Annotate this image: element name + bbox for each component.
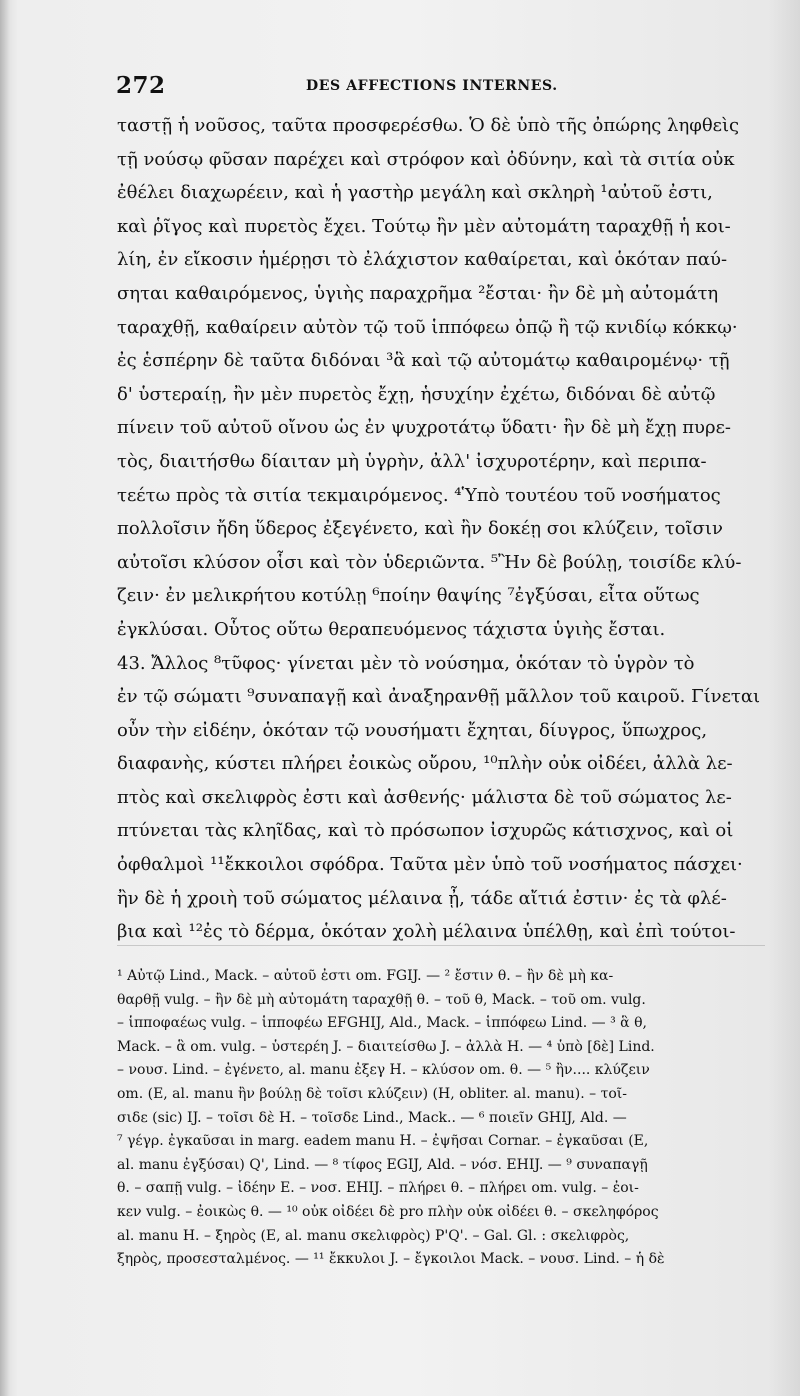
text-line: οὖν τὴν εἰδέην, ὁκόταν τῷ νουσήματι ἔχηται, δίυγρος, ὕπωχρος, <box>117 719 708 741</box>
page-header <box>116 72 771 100</box>
text-line: ἐγκλύσαι. Οὗτος οὕτω θεραπευόμενος τάχιστα ὑγιὴς ἔσται. <box>117 618 666 640</box>
footnote-line: – ἱπποφαέως vulg. – ἱπποφέω EFGHIJ, Ald., Mack. – ἱππόφεω Lind. — ³ ἃ θ, <box>117 1015 647 1032</box>
main-text <box>117 109 767 949</box>
section-heading-line: 43. Ἄλλος ⁸τῦφος· γίνεται μὲν τὸ νούσημα, ὁκόταν τὸ ὑγρὸν τὸ <box>117 652 695 674</box>
footnote-line: Mack. – ἃ om. vulg. – ὑστερέη J. – διαιτείσθω J. – ἀλλὰ H. — ⁴ ὑπὸ [δὲ] Lind. <box>117 1038 655 1055</box>
text-line: ζειν· ἐν μελικρήτου κοτύλῃ ⁶ποίην θαψίης ⁷ἐγξύσαι, εἶτα οὕτως <box>117 585 700 607</box>
text-line: πίνειν τοῦ αὐτοῦ οἴνου ὡς ἐν ψυχροτάτῳ ὕδατι· ἢν δὲ μὴ ἔχῃ πυρε- <box>117 417 731 439</box>
text-line: ἢν δὲ ἡ χροιὴ τοῦ σώματος μέλαινα ᾖ, τάδε αἴτιά ἐστιν· ἐς τὰ φλέ- <box>117 887 727 909</box>
text-line: βια καὶ ¹²ἐς τὸ δέρμα, ὁκόταν χολὴ μέλαινα ὑπέλθῃ, καὶ ἐπὶ τούτοι- <box>117 921 736 943</box>
text-line: ταραχθῇ, καθαίρειν αὐτὸν τῷ τοῦ ἱππόφεω ὀπῷ ἢ τῷ κνιδίῳ κόκκῳ· <box>117 316 738 338</box>
page-shadow <box>0 0 10 1396</box>
text-line: τὸς, διαιτήσθω δίαιταν μὴ ὑγρὴν, ἀλλ' ἰσχυροτέρην, καὶ περιπα- <box>117 450 707 472</box>
text-line: πτύνεται τὰς κληῖδας, καὶ τὸ πρόσωπον ἰσχυρῶς κάτισχνος, καὶ οἱ <box>117 820 734 842</box>
text-line: λίη, ἐν εἴκοσιν ἡμέρῃσι τὸ ἐλάχιστον καθαίρεται, καὶ ὁκόταν παύ- <box>117 249 728 271</box>
footnote-line: ¹ Αὐτῷ Lind., Mack. – αὐτοῦ ἐστι om. FGIJ. — ² ἔστιν θ. – ἢν δὲ μὴ κα- <box>117 968 614 984</box>
text-line: πτὸς καὶ σκελιφρὸς ἐστι καὶ ἀσθενής· μάλιστα δὲ τοῦ σώματος λε- <box>117 786 732 808</box>
text-line: ἐς ἑσπέρην δὲ ταῦτα διδόναι ³ἃ καὶ τῷ αὐτομάτῳ καθαιρομένῳ· τῇ <box>117 350 730 372</box>
running-head: DES AFFECTIONS INTERNES. <box>306 78 558 94</box>
footnote-line: al. manu H. – ξηρὸς (E, al. manu σκελιφρὸς) P'Q'. – Gal. Gl. : σκελιφρὸς, <box>117 1227 630 1244</box>
text-line: ἐν τῷ σώματι ⁹συναπαγῇ καὶ ἀναξηρανθῇ μᾶλλον τοῦ καιροῦ. Γίνεται <box>117 686 761 708</box>
footnote-divider <box>117 945 765 946</box>
footnote-line: θαρθῇ vulg. – ἢν δὲ μὴ αὐτομάτη ταραχθῇ θ. – τοῦ θ, Mack. – τοῦ om. vulg. <box>117 991 646 1008</box>
footnote-line: – νουσ. Lind. – ἐγένετο, al. manu ἐξεγ H. – κλύσον om. θ. — ⁵ ἢν.... κλύζειν <box>117 1062 650 1079</box>
text-line: πολλοῖσιν ἤδη ὕδερος ἐξεγένετο, καὶ ἢν δοκέῃ σοι κλύζειν, τοῖσιν <box>117 518 723 540</box>
text-line: αὐτοῖσι κλύσον οἷσι καὶ τὸν ὑδεριῶντα. ⁵Ἢν δὲ βούλῃ, τοισίδε κλύ- <box>117 551 742 573</box>
footnote-line: ⁷ γέγρ. ἐγκαῦσαι in marg. eadem manu H. – ἐψῆσαι Cornar. – ἐγκαῦσαι (E, <box>117 1133 649 1150</box>
footnote-line: om. (E, al. manu ἢν βούλῃ δὲ τοῖσι κλύζειν) (H, obliter. al. manu). – τοῖ- <box>117 1085 628 1102</box>
text-line: ἐθέλει διαχωρέειν, καὶ ἡ γαστὴρ μεγάλη καὶ σκληρὴ ¹αὐτοῦ ἐστι, <box>117 182 713 204</box>
text-line: τεέτω πρὸς τὰ σιτία τεκμαιρόμενος. ⁴Ὑπὸ τουτέου τοῦ νοσήματος <box>117 484 721 506</box>
footnote-line: σιδε (sic) IJ. – τοῖσι δὲ H. – τοῖσδε Lind., Mack.. — ⁶ ποιεῖν GHIJ, Ald. — <box>117 1109 627 1126</box>
footnote-line: al. manu ἐγξύσαι) Q', Lind. — ⁸ τίφος EGIJ, Ald. – νόσ. EHIJ. — ⁹ συναπαγῇ <box>117 1156 648 1173</box>
text-line: ταστῇ ἡ νοῦσος, ταῦτα προσφερέσθω. Ὁ δὲ ὑπὸ τῆς ὀπώρης ληφθεὶς <box>117 115 740 136</box>
footnote-line: κεν vulg. – ἐοικὼς θ. — ¹⁰ οὐκ οἰδέει δὲ pro πλὴν οὐκ οἰδέει θ. – σκεληφόρος <box>117 1203 659 1220</box>
footnote-line: θ. – σαπῇ vulg. – ἰδέην E. – νοσ. EHIJ. – πλήρει θ. – πλήρει om. vulg. – ἐοι- <box>117 1180 639 1197</box>
text-line: ὀφθαλμοὶ ¹¹ἔκκοιλοι σφόδρα. Ταῦτα μὲν ὑπὸ τοῦ νοσήματος πάσχει· <box>117 854 743 876</box>
footnotes <box>117 965 767 1272</box>
page-number: 272 <box>116 72 166 99</box>
text-line: σηται καθαιρόμενος, ὑγιὴς παραχρῆμα ²ἔσται· ἢν δὲ μὴ αὐτομάτη <box>117 282 719 304</box>
text-line: καὶ ῥῖγος καὶ πυρετὸς ἔχει. Τούτῳ ἢν μὲν αὐτομάτη ταραχθῇ ἡ κοι- <box>117 215 731 237</box>
text-line: διαφανὴς, κύστει πλήρει ἐοικὼς οὔρου, ¹⁰πλὴν οὐκ οἰδέει, ἀλλὰ λε- <box>117 753 733 775</box>
footnote-line: ξηρὸς, προσεσταλμένος. — ¹¹ ἔκκυλοι J. – ἔγκοιλοι Mack. – νουσ. Lind. – ἡ δὲ <box>117 1251 665 1268</box>
text-line: τῇ νούσῳ φῦσαν παρέχει καὶ στρόφον καὶ ὀδύνην, καὶ τὰ σιτία οὐκ <box>117 148 735 170</box>
text-line: δ' ὑστεραίῃ, ἢν μὲν πυρετὸς ἔχῃ, ἡσυχίην ἐχέτω, διδόναι δὲ αὐτῷ <box>117 383 716 405</box>
